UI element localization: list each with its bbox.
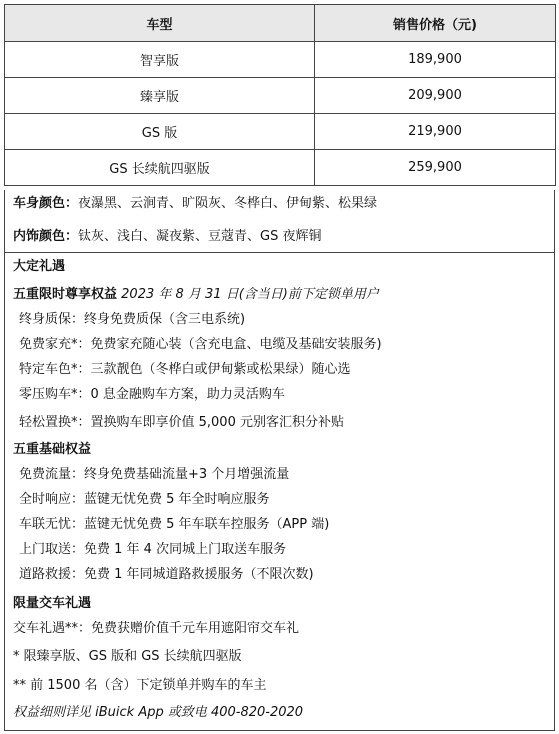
- header-price: 销售价格（元): [315, 5, 556, 42]
- benefit-item: 车联无忧：蓝键无忧免费 5 年车联车控服务（APP 端): [19, 517, 330, 532]
- footer-note: 权益细则详见 iBuick App 或致电 400-820-2020: [13, 705, 304, 720]
- model-cell: GS 版: [5, 114, 315, 150]
- delivery-item: 交车礼遇**：免费获赠价值千元车用遮阳帘交车礼: [13, 621, 300, 636]
- model-cell: 臻享版: [5, 78, 315, 114]
- table-row: [5, 114, 556, 150]
- limited-benefits-line: [13, 286, 379, 304]
- benefit-item: 零压购车*：0 息金融购车方案，助力灵活购车: [19, 387, 285, 402]
- table-row: [5, 78, 556, 114]
- footnote-single-star: * 限臻享版、GS 版和 GS 长续航四驱版: [13, 649, 242, 664]
- header-model: 车型: [5, 5, 315, 42]
- benefit-item: 全时响应：蓝键无忧免费 5 年全时响应服务: [19, 492, 270, 507]
- benefit-item: 上门取送：免费 1 年 4 次同城上门取送车服务: [19, 542, 287, 557]
- benefit-item: 轻松置换*：置换购车即享价值 5,000 元别客汇积分补贴: [19, 415, 344, 430]
- body-colors-text: 夜瀑黑、云涧青、旷陨灰、冬桦白、伊甸紫、松果绿: [78, 196, 378, 211]
- interior-colors-label: 内饰颜色：: [13, 229, 79, 244]
- delivery-title: 限量交车礼遇: [13, 596, 92, 611]
- benefit-item: 免费流量：终身免费基础流量+3 个月增强流量: [19, 467, 290, 482]
- price-table: [4, 4, 556, 186]
- table-row: [5, 150, 556, 186]
- price-cell: 189,900: [315, 42, 556, 78]
- price-cell: 219,900: [315, 114, 556, 150]
- interior-colors-line: [13, 228, 321, 246]
- body-colors-label: 车身颜色：: [13, 196, 79, 211]
- model-cell: GS 长续航四驱版: [5, 150, 315, 186]
- table-header-row: [5, 5, 556, 42]
- divider: [5, 252, 554, 253]
- interior-colors-text: 钛灰、浅白、凝夜紫、豆蔻青、GS 夜辉铜: [78, 229, 322, 244]
- limited-benefits-note: 2023 年 8 月 31 日(含当日)前下定锁单用户: [121, 287, 379, 302]
- limited-benefits-title: 五重限时尊享权益: [13, 287, 118, 302]
- details-box: [4, 190, 555, 731]
- body-colors-line: [13, 195, 377, 213]
- benefit-item: 免费家充*：免费家充随心装（含充电盒、电缆及基础安装服务): [19, 337, 382, 352]
- model-cell: 智享版: [5, 42, 315, 78]
- benefit-item: 特定车色*：三款靓色（冬桦白或伊甸紫或松果绿）随心选: [19, 362, 351, 377]
- table-row: [5, 42, 556, 78]
- basic-benefits-title: 五重基础权益: [13, 442, 92, 457]
- gift-title: 大定礼遇: [13, 259, 66, 274]
- benefit-item: 道路救援：免费 1 年同城道路救援服务（不限次数): [19, 567, 314, 582]
- price-cell: 209,900: [315, 78, 556, 114]
- price-cell: 259,900: [315, 150, 556, 186]
- benefit-item: 终身质保：终身免费质保（含三电系统): [19, 312, 246, 327]
- footnote-double-star: ** 前 1500 名（含）下定锁单并购车的车主: [13, 678, 267, 693]
